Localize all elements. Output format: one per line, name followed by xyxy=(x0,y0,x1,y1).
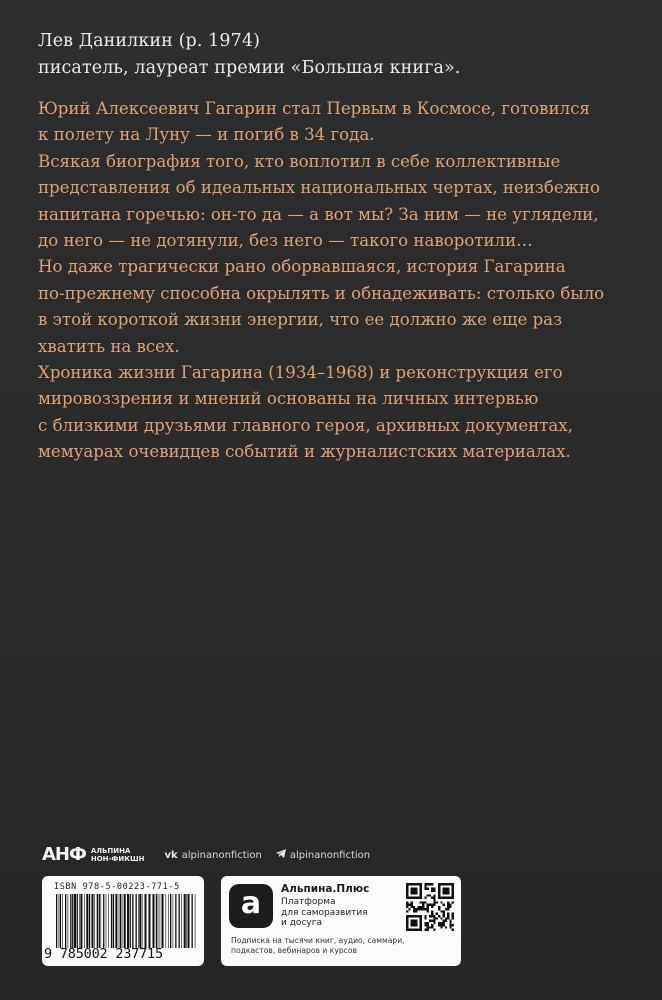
qr-module xyxy=(413,908,415,910)
alpina-plus-description: Подписка на тысячи книг, аудио, саммари, подкастов, вебинаров и курсов xyxy=(231,936,405,955)
qr-module xyxy=(427,908,429,910)
qr-module xyxy=(431,913,433,915)
qr-module xyxy=(431,888,433,890)
qr-module xyxy=(452,924,454,926)
barcode-bar xyxy=(168,894,169,948)
description-line: Но даже трагически рано оборвавшаяся, история Гагарина xyxy=(38,257,566,277)
barcode-bar xyxy=(120,894,121,948)
qr-module xyxy=(424,885,426,887)
qr-module xyxy=(445,926,447,928)
barcode-bar xyxy=(74,894,76,948)
barcode-bar xyxy=(132,894,133,948)
qr-module xyxy=(452,917,454,919)
description-line: к полету на Луну — и погиб в 34 года. xyxy=(38,125,375,145)
barcode-bar xyxy=(97,894,98,948)
qr-module xyxy=(431,920,433,922)
description-paragraph xyxy=(38,254,630,360)
barcode-bar xyxy=(145,894,147,948)
barcode-bar xyxy=(192,894,193,948)
barcode-bar xyxy=(68,894,69,948)
qr-module xyxy=(431,924,433,926)
barcode-bar xyxy=(62,894,63,948)
qr-module xyxy=(438,915,440,917)
qr-module xyxy=(443,915,445,917)
qr-module xyxy=(427,924,429,926)
qr-module xyxy=(406,904,408,906)
barcode-bar xyxy=(84,894,85,948)
qr-module xyxy=(438,906,440,908)
barcode-bar xyxy=(106,894,107,948)
barcode-bar xyxy=(72,894,73,948)
vk-icon: vk xyxy=(164,849,178,861)
qr-module xyxy=(443,910,445,912)
qr-module xyxy=(408,908,410,910)
qr-module xyxy=(420,908,422,910)
barcode-bar xyxy=(115,894,117,948)
qr-module xyxy=(417,906,419,908)
barcode-bar xyxy=(122,894,123,948)
description-line: мировоззрения и мнений основаны на личных интервью xyxy=(38,389,539,409)
qr-module xyxy=(417,908,419,910)
alpina-plus-title: Альпина.Плюс xyxy=(281,883,370,895)
barcode-bar xyxy=(136,894,137,948)
telegram-link[interactable] xyxy=(276,849,370,861)
qr-module xyxy=(449,924,451,926)
barcode-bar xyxy=(179,894,180,948)
barcode-bar xyxy=(162,894,164,948)
qr-module xyxy=(433,917,435,919)
qr-module xyxy=(447,917,449,919)
alpina-plus-panel xyxy=(221,876,461,966)
barcode-bar xyxy=(101,894,102,948)
barcode-bar xyxy=(108,894,109,948)
qr-module xyxy=(433,890,435,892)
qr-module xyxy=(424,897,426,899)
qr-module xyxy=(413,910,415,912)
qr-module xyxy=(436,913,438,915)
qr-module xyxy=(429,915,431,917)
description-paragraph xyxy=(38,360,630,466)
qr-module xyxy=(427,904,429,906)
qr-module xyxy=(415,908,417,910)
qr-module xyxy=(422,908,424,910)
alpina-plus-subtitle: Платформа для саморазвития и досуга xyxy=(281,897,368,928)
barcode-bar xyxy=(188,894,190,948)
qr-module xyxy=(424,888,426,890)
barcode-bar xyxy=(153,894,155,948)
qr-module xyxy=(433,894,435,896)
qr-module xyxy=(424,924,426,926)
qr-module xyxy=(424,922,426,924)
qr-module xyxy=(431,904,433,906)
qr-module xyxy=(433,929,435,931)
qr-module xyxy=(429,894,431,896)
qr-module xyxy=(408,904,410,906)
barcode-bar xyxy=(139,894,141,948)
barcode-bar xyxy=(184,894,186,948)
barcode-bar xyxy=(181,894,182,948)
barcode-bar xyxy=(60,894,61,948)
barcode-bar xyxy=(59,894,60,948)
qr-module xyxy=(424,929,426,931)
publisher-logo-line1: АЛЬПИНА xyxy=(90,847,131,855)
barcode-bar xyxy=(79,894,80,948)
qr-module xyxy=(424,883,426,885)
qr-module xyxy=(445,908,447,910)
qr-module xyxy=(424,901,426,903)
description-line: хватить на всех. xyxy=(38,336,180,356)
barcode-bar xyxy=(65,894,66,948)
qr-module xyxy=(427,883,429,885)
barcode-bar xyxy=(111,894,112,948)
barcode-bar xyxy=(158,894,159,948)
description-line: по-прежнему способна окрылять и обнадеживать: столько было xyxy=(38,283,605,303)
qr-module xyxy=(411,888,418,895)
publisher-row xyxy=(42,843,370,867)
qr-module xyxy=(449,926,451,928)
qr-module xyxy=(449,922,451,924)
qr-module xyxy=(443,920,445,922)
description-line: Всякая биография того, кто воплотил в себе коллективные xyxy=(38,151,561,171)
qr-module xyxy=(449,904,451,906)
qr-module xyxy=(431,897,433,899)
description-line: Хроника жизни Гагарина (1934–1968) и реконструкция его xyxy=(38,363,563,383)
telegram-label: alpinanonfiction xyxy=(289,849,371,861)
qr-module xyxy=(431,890,433,892)
qr-module xyxy=(431,883,433,885)
qr-module xyxy=(411,904,413,906)
publisher-logo-mark: АНФ xyxy=(42,844,86,865)
qr-module xyxy=(443,913,445,915)
barcode-bar xyxy=(127,894,129,948)
barcode-bar xyxy=(92,894,94,948)
qr-module xyxy=(447,915,449,917)
qr-module xyxy=(433,897,435,899)
qr-module xyxy=(422,901,424,903)
description-line: представления об идеальных национальных чертах, неизбежно xyxy=(38,178,600,198)
qr-module xyxy=(443,922,445,924)
qr-module xyxy=(433,920,435,922)
barcode-bar xyxy=(186,894,187,948)
qr-module xyxy=(427,922,429,924)
description-line: Юрий Алексеевич Гагарин стал Первым в Космосе, готовился xyxy=(38,99,590,118)
qr-module xyxy=(447,906,449,908)
description-line: до него — не дотянули, без него — такого наворотили… xyxy=(38,231,533,251)
qr-module xyxy=(438,908,440,910)
description-paragraph xyxy=(38,96,630,149)
barcode-bar xyxy=(195,894,196,948)
qr-module xyxy=(433,915,435,917)
barcode-bar xyxy=(77,894,78,948)
qr-module xyxy=(438,922,440,924)
alpina-plus-logo: a xyxy=(229,884,273,928)
qr-module xyxy=(422,904,424,906)
barcode-bar xyxy=(80,894,82,948)
description-line: в этой короткой жизни энергии, что ее должно же еще раз xyxy=(38,310,563,330)
description-line: напитана горечью: он-то да — а вот мы? За ним — не углядели, xyxy=(38,204,599,224)
qr-module xyxy=(406,910,408,912)
qr-module xyxy=(447,904,449,906)
barcode-bar xyxy=(124,894,126,948)
qr-module xyxy=(440,901,442,903)
qr-module xyxy=(440,924,442,926)
qr-module xyxy=(440,926,442,928)
qr-module xyxy=(427,906,429,908)
vk-link[interactable] xyxy=(164,850,261,861)
qr-module xyxy=(440,910,442,912)
barcode-bar xyxy=(142,894,143,948)
barcode-bar xyxy=(103,894,104,948)
qr-module xyxy=(420,901,422,903)
qr-module xyxy=(433,901,435,903)
qr-module xyxy=(433,899,435,901)
publisher-logo xyxy=(42,844,144,866)
book-description xyxy=(38,96,630,466)
barcode-bar xyxy=(138,894,139,948)
barcode-bar xyxy=(173,894,174,948)
qr-module xyxy=(440,922,442,924)
qr-module xyxy=(452,929,454,931)
qr-module xyxy=(427,888,429,890)
qr-module xyxy=(449,920,451,922)
qr-module xyxy=(411,920,418,927)
barcode-bar xyxy=(86,894,88,948)
qr-module xyxy=(427,929,429,931)
qr-module xyxy=(422,906,424,908)
qr-module xyxy=(424,908,426,910)
publisher-logo-line2: НОН-ФИКШН xyxy=(90,855,145,863)
barcode-bar xyxy=(175,894,176,948)
barcode-bar xyxy=(149,894,151,948)
qr-module xyxy=(429,883,431,885)
vk-label: alpinanonfiction xyxy=(181,849,262,861)
qr-module xyxy=(443,888,450,895)
qr-module xyxy=(449,906,451,908)
description-line: мемуарах очевидцев событий и журналистских материалах. xyxy=(38,442,571,462)
barcode-panel xyxy=(42,876,204,966)
qr-module xyxy=(452,915,454,917)
qr-module xyxy=(427,910,429,912)
qr-module xyxy=(431,915,433,917)
qr-module xyxy=(436,901,438,903)
qr-module xyxy=(427,894,429,896)
barcode-bar xyxy=(56,894,57,948)
qr-module xyxy=(406,901,408,903)
barcode-bar xyxy=(166,894,167,948)
qr-module xyxy=(424,915,426,917)
qr-module xyxy=(438,924,440,926)
qr-module xyxy=(445,920,447,922)
qr-module xyxy=(420,906,422,908)
qr-module xyxy=(431,910,433,912)
qr-module xyxy=(433,922,435,924)
description-line: с близкими друзьями главного героя, архивных документах, xyxy=(38,415,573,435)
author-name: Лев Данилкин (р. 1974) xyxy=(38,31,261,51)
barcode-bar xyxy=(170,894,171,948)
barcode-digits: 9 785002 237715 xyxy=(44,946,163,962)
qr-module xyxy=(447,908,449,910)
barcode-bar xyxy=(160,894,161,948)
description-paragraph xyxy=(38,149,630,255)
isbn-text: ISBN 978-5-00223-771-5 xyxy=(54,882,180,892)
qr-module xyxy=(431,906,433,908)
qr-module xyxy=(424,917,426,919)
qr-module xyxy=(431,926,433,928)
qr-module xyxy=(427,926,429,928)
qr-module xyxy=(447,913,449,915)
barcode-bars xyxy=(56,894,196,948)
qr-module xyxy=(429,904,431,906)
barcode-bar xyxy=(89,894,90,948)
telegram-icon xyxy=(276,849,286,861)
barcode-bar xyxy=(99,894,100,948)
qr-module xyxy=(436,917,438,919)
author-role: писатель, лауреат премии «Большая книга». xyxy=(38,58,461,78)
barcode-bar xyxy=(113,894,114,948)
barcode-bar xyxy=(70,894,71,948)
qr-module xyxy=(433,904,435,906)
qr-module xyxy=(429,926,431,928)
qr-module xyxy=(415,910,417,912)
qr-module xyxy=(443,904,445,906)
qr-code-icon[interactable] xyxy=(406,883,454,931)
barcode-bar xyxy=(119,894,120,948)
qr-module xyxy=(440,917,442,919)
qr-module xyxy=(452,913,454,915)
qr-module xyxy=(413,906,415,908)
qr-module xyxy=(433,888,435,890)
qr-module xyxy=(443,924,445,926)
author-block xyxy=(38,28,460,82)
barcode-bar xyxy=(130,894,131,948)
qr-module xyxy=(445,917,447,919)
qr-module xyxy=(429,920,431,922)
qr-module xyxy=(452,901,454,903)
qr-module xyxy=(411,906,413,908)
qr-module xyxy=(406,906,408,908)
barcode-bar xyxy=(156,894,157,948)
barcode-bar xyxy=(94,894,95,948)
qr-module xyxy=(411,901,413,903)
qr-module xyxy=(447,901,449,903)
